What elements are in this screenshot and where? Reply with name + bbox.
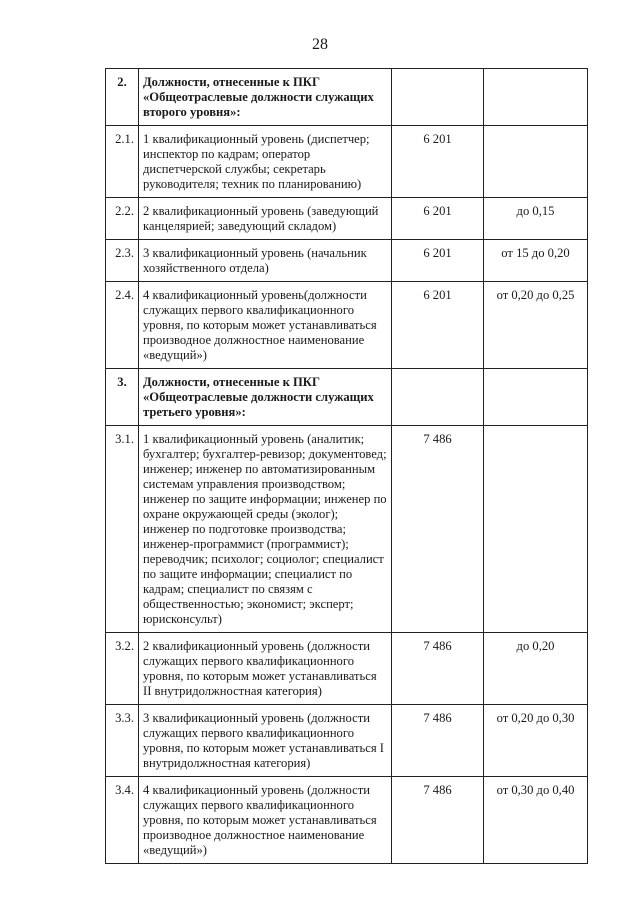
table-row [106, 705, 588, 777]
row-number: 3.4. [106, 777, 139, 864]
row-salary [392, 369, 484, 426]
row-position-name: 2 квалификационный уровень (должности служащих первого квалификационного уровня, по которым может устанавливаться II внутридолжностная категория) [139, 633, 392, 705]
row-salary [392, 69, 484, 126]
row-number: 3. [106, 369, 139, 426]
table-row [106, 369, 588, 426]
row-number: 3.3. [106, 705, 139, 777]
table-row [106, 282, 588, 369]
row-salary: 7 486 [392, 426, 484, 633]
positions-table [105, 68, 588, 864]
row-salary: 6 201 [392, 240, 484, 282]
table-row [106, 69, 588, 126]
table-row [106, 126, 588, 198]
row-number: 2.2. [106, 198, 139, 240]
row-coefficient [484, 426, 588, 633]
row-number: 2. [106, 69, 139, 126]
row-number: 2.1. [106, 126, 139, 198]
row-position-name: Должности, отнесенные к ПКГ «Общеотраслевые должности служащих второго уровня»: [139, 69, 392, 126]
row-salary: 6 201 [392, 126, 484, 198]
row-coefficient: от 0,30 до 0,40 [484, 777, 588, 864]
row-position-name: Должности, отнесенные к ПКГ «Общеотраслевые должности служащих третьего уровня»: [139, 369, 392, 426]
row-position-name: 3 квалификационный уровень (начальник хозяйственного отдела) [139, 240, 392, 282]
row-salary: 7 486 [392, 705, 484, 777]
row-position-name: 3 квалификационный уровень (должности служащих первого квалификационного уровня, по которым может устанавливаться I внутридолжностная категория) [139, 705, 392, 777]
row-position-name: 2 квалификационный уровень (заведующий канцелярией; заведующий складом) [139, 198, 392, 240]
row-position-name: 4 квалификационный уровень (должности служащих первого квалификационного уровня, по которым может устанавливаться производное должностное наименование «ведущий») [139, 777, 392, 864]
positions-table-body [106, 69, 588, 864]
table-row [106, 198, 588, 240]
row-coefficient: от 0,20 до 0,25 [484, 282, 588, 369]
row-number: 2.4. [106, 282, 139, 369]
row-coefficient [484, 69, 588, 126]
row-coefficient: до 0,20 [484, 633, 588, 705]
row-coefficient [484, 369, 588, 426]
table-row [106, 777, 588, 864]
row-number: 2.3. [106, 240, 139, 282]
row-salary: 6 201 [392, 198, 484, 240]
row-coefficient [484, 126, 588, 198]
row-salary: 7 486 [392, 777, 484, 864]
row-coefficient: от 0,20 до 0,30 [484, 705, 588, 777]
row-salary: 6 201 [392, 282, 484, 369]
row-coefficient: от 15 до 0,20 [484, 240, 588, 282]
row-number: 3.2. [106, 633, 139, 705]
row-position-name: 1 квалификационный уровень (диспетчер; инспектор по кадрам; оператор диспетчерской службы; секретарь руководителя; техник по планированию) [139, 126, 392, 198]
row-position-name: 4 квалификационный уровень(должности служащих первого квалификационного уровня, по которым может устанавливаться производное должностное наименование «ведущий») [139, 282, 392, 369]
row-number: 3.1. [106, 426, 139, 633]
row-salary: 7 486 [392, 633, 484, 705]
table-row [106, 426, 588, 633]
row-position-name: 1 квалификационный уровень (аналитик; бухгалтер; бухгалтер-ревизор; документовед; инженер; инженер по автоматизированным системам управления производством; инженер по защите информации; инженер по охране окружающей среды (эколог); инженер по подготовке производства; инженер-программист (программист); переводчик; психолог; социолог; специалист по защите информации; специалист по кадрам; специалист по связям с общественностью; экономист; эксперт; юрисконсульт) [139, 426, 392, 633]
table-row [106, 633, 588, 705]
table-row [106, 240, 588, 282]
page-number: 28 [312, 36, 328, 53]
row-coefficient: до 0,15 [484, 198, 588, 240]
